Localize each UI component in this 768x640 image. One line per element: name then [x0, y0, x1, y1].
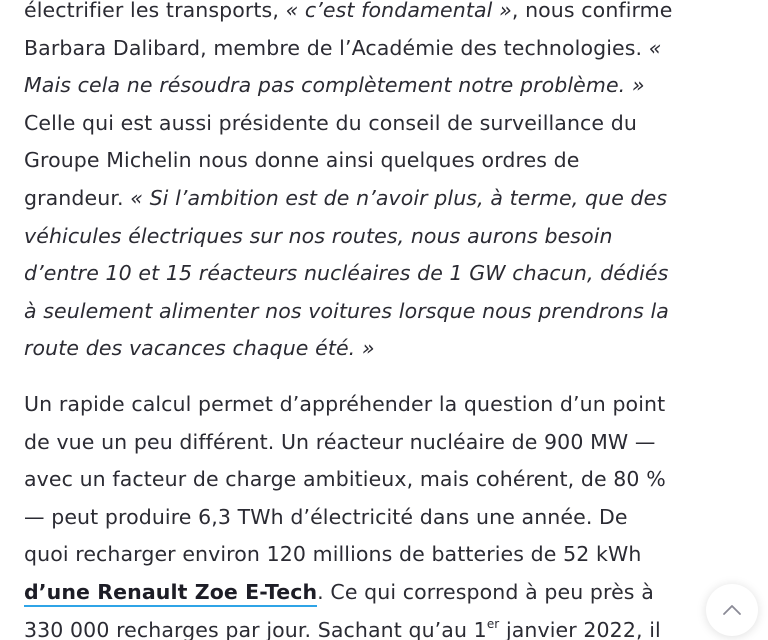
text-line — [24, 30, 714, 68]
text-line — [24, 0, 714, 30]
article-body — [24, 0, 714, 640]
quote-paragraph — [24, 0, 714, 368]
text-line: quoi recharger environ 120 millions de batteries de 52 kWh — [24, 542, 642, 567]
chevron-up-icon — [722, 604, 742, 616]
scroll-to-top-button[interactable] — [706, 584, 758, 636]
text-line — [24, 180, 714, 218]
text-span: Barbara Dalibard, membre de l’Académie des technologies. — [24, 35, 649, 60]
renault-zoe-link[interactable]: d’une Renault Zoe E-Tech — [24, 580, 317, 607]
text-line: Un rapide calcul permet d’appréhender la question d’un point — [24, 391, 666, 416]
text-span: électrifier les transports, — [24, 0, 286, 22]
text-line: Celle qui est aussi présidente du conseil de surveillance du — [24, 110, 637, 135]
quote-text: véhicules électriques sur nos routes, nous aurons besoin — [24, 223, 613, 248]
text-span: janvier 2022, il — [499, 617, 661, 640]
text-line — [24, 293, 714, 331]
ordinal-superscript: er — [486, 616, 500, 631]
quote-text: route des vacances chaque été. » — [24, 336, 375, 361]
text-span: 330 000 recharges par jour. Sachant qu’au 1 — [24, 617, 487, 640]
text-line — [24, 612, 714, 640]
text-line — [24, 67, 714, 105]
text-line: — peut produire 6,3 TWh d’électricité dans une année. De — [24, 504, 628, 529]
text-span: grandeur. — [24, 185, 131, 210]
paragraph-spacer — [24, 368, 714, 386]
text-span: , nous confirme — [511, 0, 673, 22]
text-line: de vue un peu différent. Un réacteur nucléaire de 900 MW — — [24, 429, 656, 454]
calculation-paragraph — [24, 386, 714, 640]
quote-text: à seulement alimenter nos voitures lorsque nous prendrons la — [24, 298, 669, 323]
quote-text: « c’est fondamental » — [285, 0, 512, 22]
text-line — [24, 574, 714, 612]
quote-text: d’entre 10 et 15 réacteurs nucléaires de 1 GW chacun, dédiés — [24, 261, 669, 286]
text-line: Groupe Michelin nous donne ainsi quelques ordres de — [24, 148, 580, 173]
text-line — [24, 330, 714, 368]
text-line: avec un facteur de charge ambitieux, mais cohérent, de 80 % — [24, 467, 666, 492]
text-line — [24, 255, 714, 293]
quote-text: Mais cela ne résoudra pas complètement notre problème. » — [24, 73, 645, 98]
text-span: . Ce qui correspond à peu près à — [317, 579, 654, 604]
text-line — [24, 218, 714, 256]
quote-text: « — [648, 35, 662, 60]
quote-text: « Si l’ambition est de n’avoir plus, à terme, que des — [130, 185, 668, 210]
